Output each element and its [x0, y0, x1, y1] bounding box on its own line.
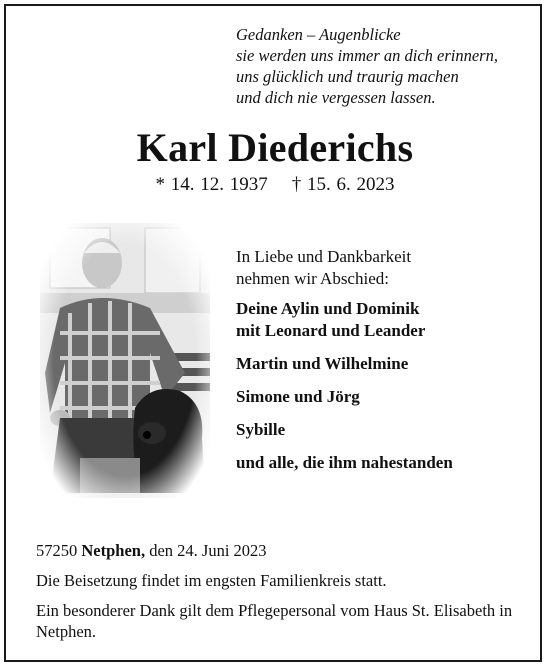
mourner-entry: mit Leonard und Leander [236, 321, 426, 340]
poem [236, 24, 498, 108]
poem-line: Gedanken – Augenblicke [236, 25, 401, 44]
intro-line: nehmen wir Abschied: [236, 269, 389, 288]
mourner-entry: Simone und Jörg [236, 387, 360, 406]
mourner-entry: Deine Aylin und Dominik [236, 299, 420, 318]
poem-line: sie werden uns immer an dich erinnern, [236, 46, 498, 65]
farewell-intro [236, 246, 411, 290]
life-dates [0, 174, 550, 196]
mourner-entry: Sybille [236, 420, 286, 439]
portrait-photo [40, 223, 210, 498]
mourners-list [236, 298, 453, 485]
postcode: 57250 [36, 541, 78, 560]
town: Netphen, [81, 541, 146, 560]
mourner-entry: und alle, die ihm nahestanden [236, 453, 453, 472]
burial-note: Die Beisetzung findet im engsten Familienkreis statt. [36, 571, 387, 590]
place-and-date [36, 541, 267, 561]
death-date: † 15. 6. 2023 [291, 174, 395, 195]
deceased-name: Karl Diederichs [136, 125, 414, 170]
thanks-note: Ein besonderer Dank gilt dem Pflegepersonal vom Haus St. Elisabeth in Netphen. [36, 601, 513, 641]
intro-line: In Liebe und Dankbarkeit [236, 247, 412, 266]
poem-line: uns glücklich und traurig machen [236, 67, 459, 86]
birth-date: * 14. 12. 1937 [155, 174, 268, 195]
date: den 24. Juni 2023 [149, 541, 267, 560]
poem-line: und dich nie vergessen lassen. [236, 88, 436, 107]
mourner-entry: Martin und Wilhelmine [236, 354, 409, 373]
